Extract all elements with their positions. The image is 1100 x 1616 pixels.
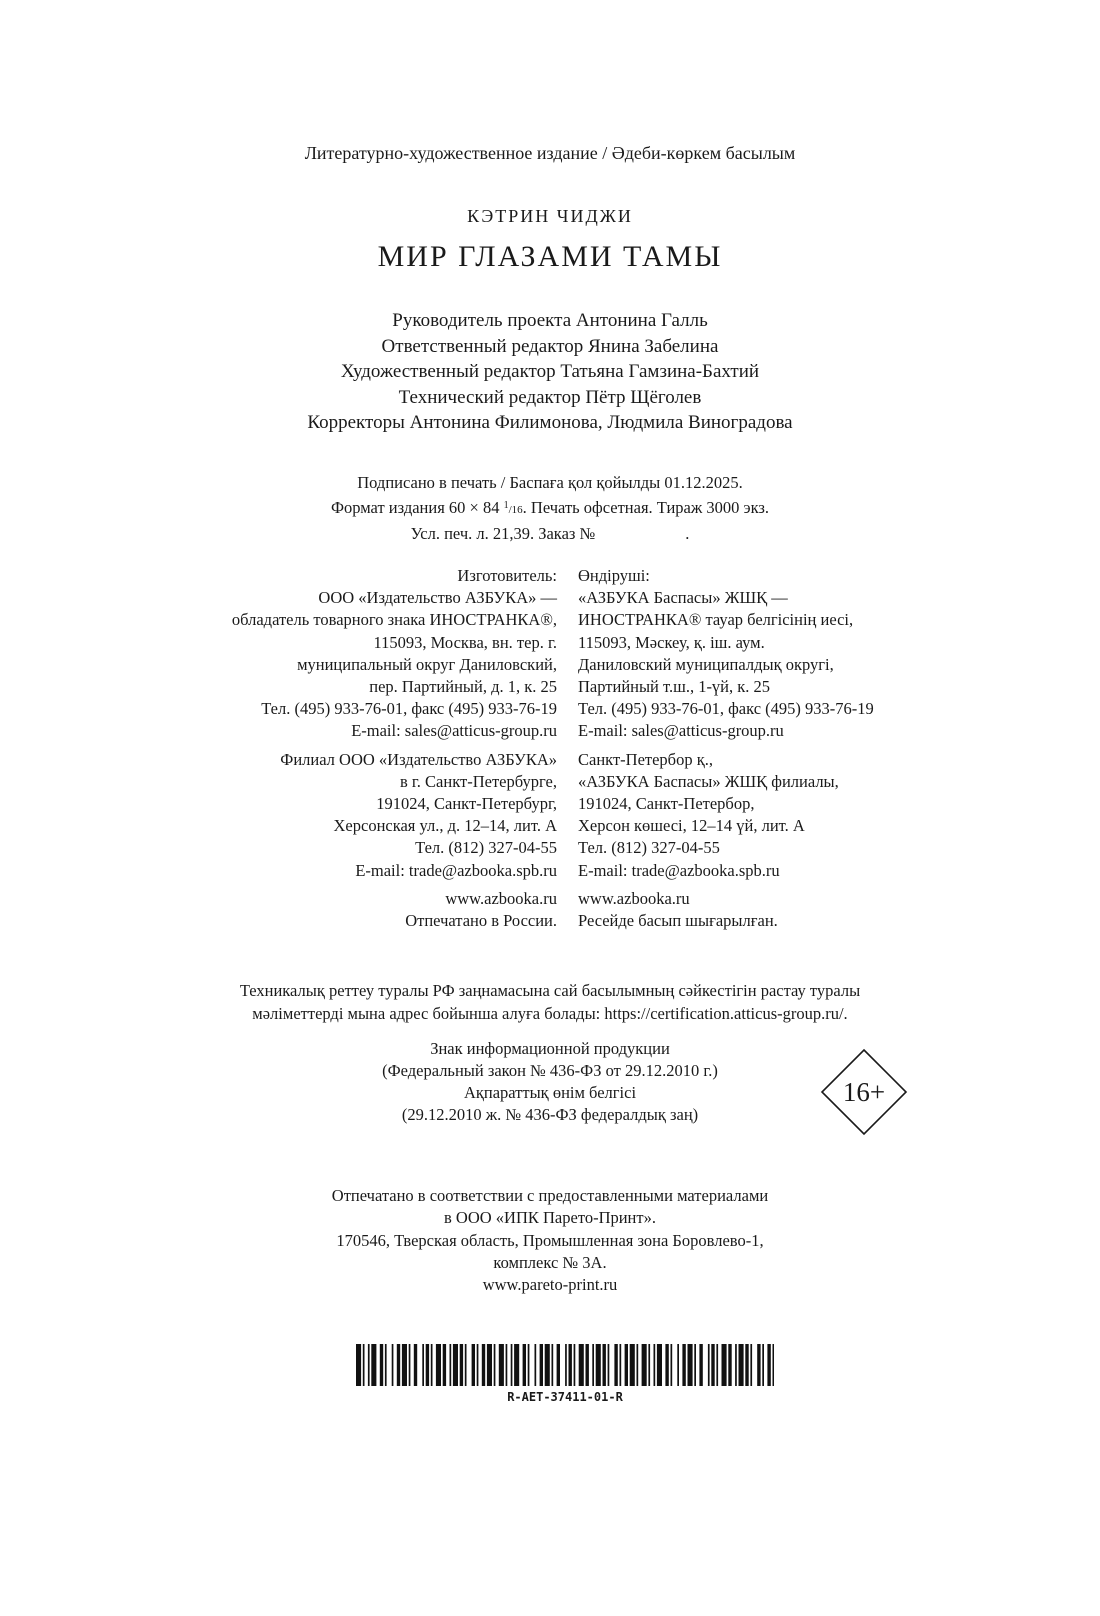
barcode-bar	[356, 1344, 361, 1386]
detail-line: 115093, Мәскеу, қ. іш. аум.	[578, 632, 765, 652]
barcode-bar	[708, 1344, 710, 1386]
email-line: E-mail: trade@azbooka.spb.ru	[578, 860, 780, 880]
barcode-bar	[694, 1344, 696, 1386]
detail-line: Тел. (812) 327-04-55	[578, 838, 720, 858]
detail-line: в г. Санкт-Петербурге,	[399, 771, 557, 791]
detail-line: Херсон көшесі, 12–14 үй, лит. А	[578, 816, 805, 836]
website-line: www.azbooka.ru	[578, 888, 690, 908]
staff-line: Руководитель проекта Антонина Галль	[392, 310, 708, 331]
detail-line: Өндіруші:	[578, 566, 650, 585]
info-product-sign	[250, 1038, 850, 1126]
order-text: Усл. печ. л. 21,39. Заказ №	[410, 524, 596, 543]
barcode-bar	[552, 1344, 554, 1386]
tech-regulation-note	[0, 979, 1100, 1025]
detail-line: 191024, Санкт-Петербор,	[578, 794, 755, 814]
detail-line: муниципальный округ Даниловский,	[297, 654, 557, 674]
barcode-bar	[363, 1344, 365, 1386]
barcode-bar	[665, 1344, 668, 1386]
barcode-bar	[757, 1344, 760, 1386]
barcode-bar	[657, 1344, 662, 1386]
barcode-bar	[682, 1344, 685, 1386]
staff-line: Ответственный редактор Янина Забелина	[381, 335, 719, 357]
barcode-bar	[380, 1344, 383, 1386]
publisher-details-ru	[232, 565, 557, 932]
staff-line: Корректоры Антонина Филимонова, Людмила Виноградова	[307, 412, 793, 433]
barcode-bar	[767, 1344, 770, 1386]
barcode-bar	[586, 1344, 589, 1386]
format-fraction-sep: /	[508, 504, 512, 516]
barcode-bar	[472, 1344, 475, 1386]
barcode-bar	[523, 1344, 526, 1386]
barcode-bar	[762, 1344, 764, 1386]
printer-info	[0, 1185, 1100, 1296]
barcode-bar	[603, 1344, 606, 1386]
format-text: Формат издания 60 × 84	[330, 498, 504, 517]
barcode-bar	[688, 1344, 693, 1386]
barcode-bar	[614, 1344, 617, 1386]
printed-in-line: Отпечатано в России.	[405, 911, 557, 931]
printer-line: 170546, Тверская область, Промышленная зона Боровлево-1,	[336, 1230, 764, 1250]
detail-line: Херсонская ул., д. 12–14, лит. А	[333, 816, 557, 836]
email-line: E-mail: sales@atticus-group.ru	[351, 721, 557, 741]
printer-line: в ООО «ИПК Парето-Принт».	[444, 1208, 656, 1228]
barcode-bar	[443, 1344, 446, 1386]
barcode-bar	[494, 1344, 496, 1386]
detail-line: Тел. (495) 933-76-01, факс (495) 933-76-19	[261, 699, 557, 719]
barcode-bar	[716, 1344, 718, 1386]
print-format-line	[0, 494, 1100, 522]
email-line: E-mail: trade@azbooka.spb.ru	[355, 860, 557, 880]
barcode-bar	[540, 1344, 543, 1386]
print-info	[0, 471, 1100, 545]
barcode-bar	[750, 1344, 752, 1386]
barcode-bar	[739, 1344, 744, 1386]
branch-kz	[578, 749, 874, 882]
barcode-bar	[728, 1344, 731, 1386]
print-signed-line: Подписано в печать / Баспаға қол қойылды 01.12.2025.	[357, 473, 743, 492]
barcode-bar	[368, 1344, 370, 1386]
barcode-bar	[637, 1344, 639, 1386]
website-line: www.azbooka.ru	[445, 888, 557, 908]
barcode-bar	[385, 1344, 387, 1386]
staff-line: Технический редактор Пётр Щёголев	[398, 386, 702, 408]
barcode-bar	[392, 1344, 394, 1386]
barcode-bar	[648, 1344, 650, 1386]
barcode-bar	[608, 1344, 610, 1386]
note-line: мәліметтерді мына адрес бойынша алуға болады: https://certification.atticus-group.ru/.	[252, 1004, 848, 1023]
barcode-bar	[735, 1344, 737, 1386]
edition-type: Литературно-художественное издание / Әдеби-көркем басылым	[304, 143, 796, 163]
printer-line: Отпечатано в соответствии с предоставленными материалами	[331, 1186, 769, 1205]
book-title: МИР ГЛАЗАМИ ТАМЫ	[377, 240, 723, 273]
barcode-bar	[677, 1344, 679, 1386]
order-text-end: .	[685, 524, 690, 543]
barcode-bar	[431, 1344, 433, 1386]
detail-line: Тел. (812) 327-04-55	[415, 838, 557, 858]
printed-in-line: Ресейде басып шығарылған.	[578, 911, 778, 931]
detail-line: Изготовитель:	[457, 566, 557, 585]
sign-line: (Федеральный закон № 436-ФЗ от 29.12.2010 г.)	[382, 1061, 718, 1080]
printer-website: www.pareto-print.ru	[482, 1275, 618, 1295]
note-line: Техникалық реттеу туралы РФ заңнамасына сай басылымның сәйкестігін растау туралы	[239, 981, 861, 1000]
barcode-bar	[620, 1344, 622, 1386]
barcode-bar	[436, 1344, 441, 1386]
email-line: E-mail: sales@atticus-group.ru	[578, 721, 784, 741]
branch-ru	[232, 749, 557, 882]
manufacturer-ru	[232, 565, 557, 743]
barcode-bar	[450, 1344, 452, 1386]
print-order-line	[0, 522, 1100, 545]
format-fraction-num: 1	[503, 500, 509, 511]
barcode-bar	[465, 1344, 467, 1386]
detail-line: 115093, Москва, вн. тер. г.	[373, 632, 557, 652]
barcode-bar	[514, 1344, 519, 1386]
printer-line: комплекс № 3А.	[493, 1252, 607, 1272]
barcode-bar	[460, 1344, 463, 1386]
barcode-bar	[487, 1344, 492, 1386]
barcode-bar	[592, 1344, 594, 1386]
barcode-bar	[371, 1344, 376, 1386]
book-author: КЭТРИН ЧИДЖИ	[467, 206, 633, 226]
detail-line: Партийный т.ш., 1-үй, к. 25	[578, 677, 771, 697]
detail-line: ООО «Издательство АЗБУКА» —	[318, 588, 557, 608]
sign-line: (29.12.2010 ж. № 436-ФЗ федералдық заң)	[401, 1105, 699, 1124]
barcode-bar	[402, 1344, 407, 1386]
barcode-text: R-AET-37411-01-R	[507, 1390, 623, 1404]
detail-line: Санкт-Петербор қ.,	[578, 749, 713, 769]
barcode-bar	[596, 1344, 601, 1386]
barcode-bar	[409, 1344, 411, 1386]
barcode-icon	[356, 1344, 774, 1386]
detail-line: 191024, Санкт-Петербург,	[376, 794, 557, 814]
detail-line: обладатель товарного знака ИНОСТРАНКА®,	[231, 610, 557, 630]
barcode-bar	[545, 1344, 550, 1386]
format-fraction-den: 16	[511, 504, 523, 516]
staff-line: Художественный редактор Татьяна Гамзина-Бахтий	[340, 361, 760, 382]
barcode-bar	[722, 1344, 727, 1386]
barcode-bar	[482, 1344, 485, 1386]
barcode-bar	[642, 1344, 647, 1386]
barcode-bar	[654, 1344, 656, 1386]
manufacturer-kz	[578, 565, 874, 743]
barcode-bar	[699, 1344, 702, 1386]
publisher-details-kz	[578, 565, 874, 932]
detail-line: ИНОСТРАНКА® тауар белгісінің иесі,	[578, 610, 854, 630]
age-rating-text: 16+	[842, 1077, 886, 1107]
detail-line: пер. Партийный, д. 1, к. 25	[369, 677, 557, 697]
barcode-bar	[426, 1344, 429, 1386]
barcode-bar	[528, 1344, 530, 1386]
barcode-bar	[579, 1344, 584, 1386]
barcode-bar	[511, 1344, 513, 1386]
editorial-staff	[0, 308, 1100, 436]
barcode-bar	[397, 1344, 400, 1386]
barcode-bar	[422, 1344, 424, 1386]
barcode-bar	[625, 1344, 628, 1386]
barcode-bar	[535, 1344, 537, 1386]
sign-line: Ақпараттық өнім белгісі	[463, 1083, 637, 1102]
detail-line: «АЗБУКА Баспасы» ЖШҚ филиалы,	[578, 771, 839, 791]
barcode-bar	[711, 1344, 714, 1386]
format-text-end: . Печать офсетная. Тираж 3000 экз.	[522, 498, 770, 517]
detail-line: Даниловский муниципалдық округі,	[578, 654, 834, 674]
barcode-bar	[477, 1344, 479, 1386]
barcode-bar	[569, 1344, 572, 1386]
barcode-bar	[671, 1344, 673, 1386]
barcode-bar	[557, 1344, 560, 1386]
detail-line: Тел. (495) 933-76-01, факс (495) 933-76-19	[578, 699, 874, 719]
web-kz	[578, 888, 874, 932]
detail-line: Филиал ООО «Издательство АЗБУКА»	[280, 749, 557, 769]
age-rating-badge	[820, 1048, 908, 1136]
sign-line: Знак информационной продукции	[430, 1039, 670, 1058]
barcode-bar	[453, 1344, 458, 1386]
barcode-bar	[506, 1344, 508, 1386]
web-ru	[232, 888, 557, 932]
detail-line: «АЗБУКА Баспасы» ЖШҚ —	[578, 588, 788, 608]
barcode-bar	[414, 1344, 417, 1386]
barcode-bar	[630, 1344, 635, 1386]
barcode-bar	[565, 1344, 567, 1386]
barcode-bar	[574, 1344, 576, 1386]
barcode-bar	[773, 1344, 775, 1386]
barcode-bar	[499, 1344, 504, 1386]
barcode-bar	[745, 1344, 748, 1386]
